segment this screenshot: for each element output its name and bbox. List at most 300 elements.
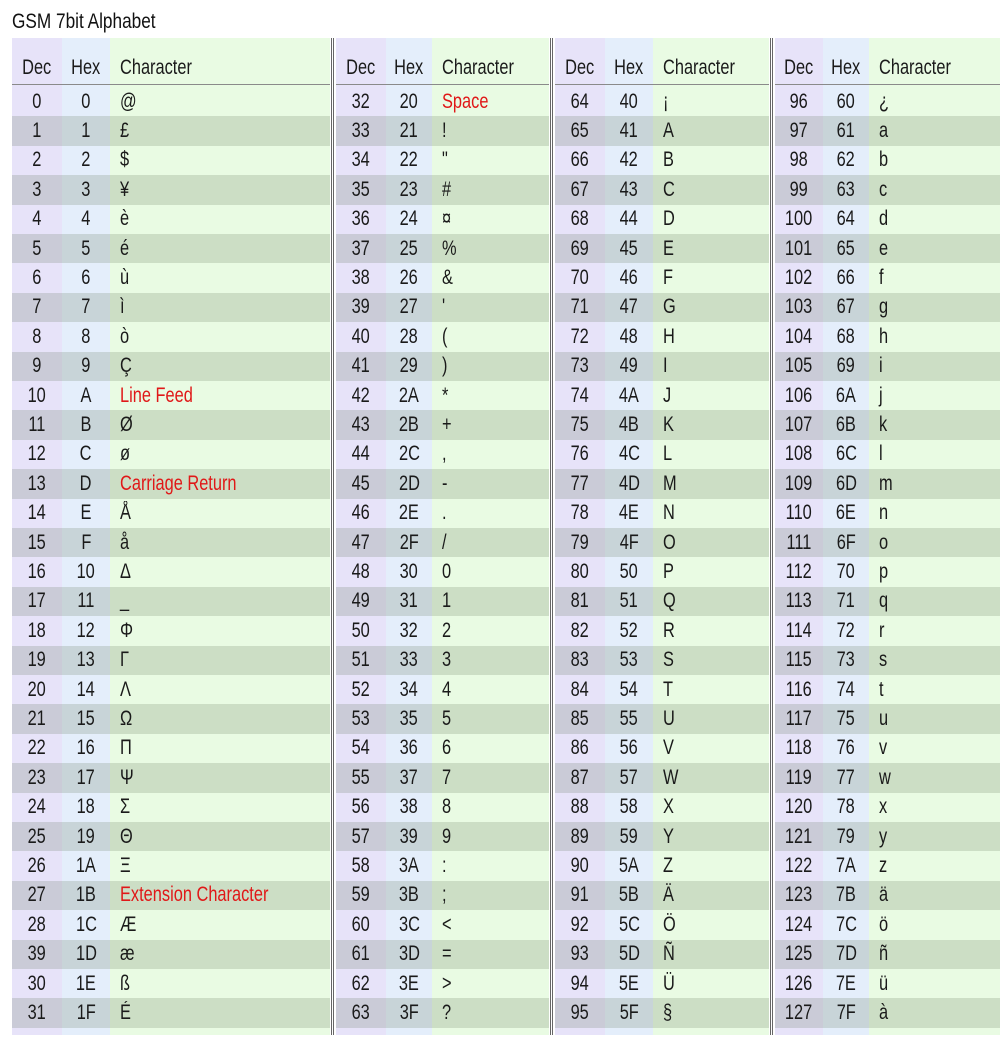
- dec-cell: [555, 410, 605, 439]
- hex-cell: [62, 822, 110, 851]
- hex-cell-text: 4A: [618, 383, 640, 407]
- dec-cell-text: 47: [351, 530, 371, 554]
- hex-cell-text: 5E: [618, 971, 640, 995]
- dec-cell: [555, 822, 605, 851]
- hex-cell: [605, 234, 653, 263]
- character-cell-text: d: [879, 207, 889, 231]
- character-cell-text: M: [663, 471, 677, 495]
- hex-cell: [605, 146, 653, 175]
- character-cell: [869, 763, 1000, 792]
- hex-cell-text: 14: [76, 677, 96, 701]
- hex-cell: [62, 205, 110, 234]
- header-dec: [336, 52, 386, 84]
- dec-cell: [12, 998, 62, 1027]
- hex-cell: [605, 263, 653, 292]
- character-cell-text: !: [442, 119, 447, 143]
- table-row: [336, 469, 549, 498]
- character-cell: [869, 822, 1000, 851]
- hex-cell: [62, 734, 110, 763]
- dec-cell: [775, 263, 823, 292]
- character-cell: [653, 381, 779, 410]
- hex-cell-text: 56: [619, 736, 639, 760]
- dec-cell-text: 56: [351, 795, 371, 819]
- hex-cell-text: 1B: [75, 883, 97, 907]
- character-cell-text: O: [663, 530, 676, 554]
- hex-cell-text: 37: [399, 765, 419, 789]
- hex-cell-text: 77: [836, 765, 856, 789]
- dec-cell-text: 35: [351, 177, 371, 201]
- hex-cell-text: B: [80, 413, 92, 437]
- hex-cell: [823, 675, 869, 704]
- dec-cell: [775, 116, 823, 145]
- character-cell-text: *: [442, 383, 449, 407]
- hex-cell-text: 7C: [835, 912, 857, 936]
- table-row: [12, 293, 330, 322]
- character-cell: [432, 646, 559, 675]
- character-cell: [869, 616, 1000, 645]
- character-cell: [110, 205, 340, 234]
- table-row: [12, 440, 330, 469]
- character-cell-text: à: [879, 1001, 889, 1025]
- character-cell: [869, 146, 1000, 175]
- character-cell: [653, 469, 779, 498]
- hex-cell: [62, 352, 110, 381]
- hex-cell: [62, 469, 110, 498]
- hex-cell-text: 55: [619, 707, 639, 731]
- character-cell-text: S: [663, 648, 674, 672]
- character-cell: [869, 940, 1000, 969]
- character-cell-text: ò: [120, 324, 130, 348]
- hex-cell: [823, 469, 869, 498]
- character-cell-text: ø: [120, 442, 131, 466]
- hex-cell-text: 4: [81, 207, 91, 231]
- character-cell: [653, 263, 779, 292]
- table-row: [555, 528, 769, 557]
- dec-cell-text: 52: [351, 677, 371, 701]
- dec-cell: [775, 587, 823, 616]
- character-cell-text: k: [879, 413, 888, 437]
- dec-cell-text: 45: [351, 471, 371, 495]
- character-cell-text: L: [663, 442, 673, 466]
- dec-cell: [12, 381, 62, 410]
- hex-cell: [605, 322, 653, 351]
- character-cell-text: q: [879, 589, 889, 613]
- hex-cell-text: 7F: [836, 1001, 856, 1025]
- character-cell: [869, 528, 1000, 557]
- table-row: [555, 969, 769, 998]
- hex-cell: [386, 851, 432, 880]
- table-row: [336, 910, 549, 939]
- dec-cell-text: 2: [32, 148, 42, 172]
- character-cell-text: 4: [442, 677, 452, 701]
- dec-cell: [555, 881, 605, 910]
- hex-cell-text: 32: [399, 618, 419, 642]
- character-cell-text: Ü: [663, 971, 675, 995]
- table-row: [555, 175, 769, 204]
- character-cell-text: Q: [663, 589, 676, 613]
- dec-cell: [336, 969, 386, 998]
- hex-cell: [605, 940, 653, 969]
- character-cell: [110, 263, 340, 292]
- dec-cell: [555, 998, 605, 1027]
- dec-cell-text: 39: [27, 942, 47, 966]
- character-cell: [110, 469, 340, 498]
- dec-cell: [12, 116, 62, 145]
- character-cell-text: i: [879, 354, 883, 378]
- character-cell-text: +: [442, 413, 452, 437]
- header-character: [869, 52, 1000, 84]
- hex-cell-text: 68: [836, 324, 856, 348]
- dec-cell-text: 27: [27, 883, 47, 907]
- character-cell: [432, 940, 559, 969]
- header-dec: [775, 52, 823, 84]
- table-row: [775, 616, 1000, 645]
- hex-cell-text: 7D: [835, 942, 857, 966]
- table-header: [775, 52, 1000, 84]
- hex-cell-text: 5B: [618, 883, 640, 907]
- dec-cell-text: 70: [570, 266, 590, 290]
- dec-cell-text: 74: [570, 383, 590, 407]
- character-cell: [432, 469, 559, 498]
- table-row: [555, 793, 769, 822]
- hex-cell: [386, 704, 432, 733]
- dec-cell-text: 106: [785, 383, 813, 407]
- table-row: [775, 969, 1000, 998]
- character-cell-text: É: [120, 1001, 131, 1025]
- hex-cell: [62, 616, 110, 645]
- character-cell: [653, 146, 779, 175]
- hex-cell-text: 78: [836, 795, 856, 819]
- character-cell-text: g: [879, 295, 889, 319]
- table-row: [336, 499, 549, 528]
- hex-cell-text: 5D: [618, 942, 640, 966]
- hex-cell: [386, 410, 432, 439]
- dec-cell-text: 83: [570, 648, 590, 672]
- dec-cell-text: 9: [32, 354, 42, 378]
- character-cell: [110, 234, 340, 263]
- table-row: [775, 205, 1000, 234]
- table-row: [555, 587, 769, 616]
- dec-cell-text: 15: [27, 530, 47, 554]
- table-row: [12, 587, 330, 616]
- character-cell: [653, 910, 779, 939]
- hex-cell-text: 6E: [835, 501, 857, 525]
- hex-cell-text: 1E: [75, 971, 97, 995]
- character-cell: [110, 440, 340, 469]
- character-cell-text: 7: [442, 765, 452, 789]
- hex-cell: [605, 822, 653, 851]
- dec-cell: [555, 440, 605, 469]
- table-row: [336, 851, 549, 880]
- dec-cell: [775, 793, 823, 822]
- table-row: [775, 587, 1000, 616]
- hex-cell: [386, 969, 432, 998]
- character-cell: [869, 557, 1000, 586]
- character-cell: [653, 557, 779, 586]
- dec-cell: [12, 587, 62, 616]
- hex-cell: [605, 381, 653, 410]
- character-cell: [432, 998, 559, 1027]
- dec-cell-text: 44: [351, 442, 371, 466]
- dec-cell: [336, 587, 386, 616]
- dec-cell-text: 31: [27, 1001, 47, 1025]
- table-row: [12, 528, 330, 557]
- dec-cell-text: 39: [351, 295, 371, 319]
- character-cell-text: K: [663, 413, 674, 437]
- hex-cell-text: 7A: [835, 854, 857, 878]
- header-character-text: Character: [879, 56, 951, 79]
- hex-cell-text: 3D: [398, 942, 420, 966]
- dec-cell: [12, 469, 62, 498]
- dec-cell-text: 94: [570, 971, 590, 995]
- hex-cell-text: 19: [76, 824, 96, 848]
- character-cell: [432, 851, 559, 880]
- table-row: [12, 822, 330, 851]
- dec-cell: [12, 940, 62, 969]
- hex-cell: [823, 410, 869, 439]
- dec-cell: [336, 499, 386, 528]
- table-row: [336, 646, 549, 675]
- dec-cell-text: 20: [27, 677, 47, 701]
- hex-cell: [605, 734, 653, 763]
- character-cell: [432, 793, 559, 822]
- dec-cell-text: 114: [785, 618, 813, 642]
- character-cell: [110, 616, 340, 645]
- table-row: [336, 675, 549, 704]
- hex-cell-text: 2: [81, 148, 91, 172]
- hex-cell: [62, 793, 110, 822]
- table-row: [12, 146, 330, 175]
- table-row: [12, 675, 330, 704]
- character-cell-text: p: [879, 560, 889, 584]
- dec-cell-text: 64: [570, 89, 590, 113]
- character-cell-text: A: [663, 119, 674, 143]
- dec-cell-text: 103: [785, 295, 813, 319]
- hex-cell: [605, 175, 653, 204]
- dec-cell-text: 32: [351, 89, 371, 113]
- hex-cell: [386, 499, 432, 528]
- dec-cell: [775, 616, 823, 645]
- hex-cell: [386, 205, 432, 234]
- table-row: [12, 410, 330, 439]
- table-row: [12, 499, 330, 528]
- character-cell-text: /: [442, 530, 447, 554]
- character-cell-text: l: [879, 442, 883, 466]
- dec-cell: [555, 352, 605, 381]
- hex-cell-text: 58: [619, 795, 639, 819]
- table-row: [775, 763, 1000, 792]
- character-cell-text: <: [442, 912, 452, 936]
- dec-cell-text: 41: [351, 354, 371, 378]
- character-cell-text: Æ: [120, 912, 137, 936]
- character-cell-text: (: [442, 324, 448, 348]
- hex-cell: [62, 381, 110, 410]
- dec-cell: [555, 293, 605, 322]
- dec-cell-text: 98: [789, 148, 809, 172]
- character-cell-text: 2: [442, 618, 452, 642]
- character-cell-text: Ç: [120, 354, 132, 378]
- table-row: [336, 205, 549, 234]
- dec-cell: [775, 322, 823, 351]
- character-cell: [869, 675, 1000, 704]
- dec-cell-text: 42: [351, 383, 371, 407]
- table-row: [12, 969, 330, 998]
- character-cell: [653, 293, 779, 322]
- character-cell: [653, 205, 779, 234]
- character-cell: [110, 587, 340, 616]
- table-row: [775, 940, 1000, 969]
- header-hex-text: Hex: [71, 56, 101, 79]
- header-divider: [336, 84, 549, 85]
- character-cell-text: H: [663, 324, 675, 348]
- hex-cell: [386, 910, 432, 939]
- character-cell-text: Ξ: [120, 854, 131, 878]
- dec-cell-text: 24: [27, 795, 47, 819]
- table-row: [12, 322, 330, 351]
- table-row: [555, 646, 769, 675]
- dec-cell-text: 80: [570, 560, 590, 584]
- character-cell-text: .: [442, 501, 447, 525]
- table-row: [775, 469, 1000, 498]
- hex-cell-text: 5A: [618, 854, 640, 878]
- character-cell: [653, 704, 779, 733]
- hex-cell: [823, 146, 869, 175]
- character-cell-text: B: [663, 148, 674, 172]
- table-row: [12, 87, 330, 116]
- table-row: [336, 528, 549, 557]
- hex-cell-text: 16: [76, 736, 96, 760]
- hex-cell: [605, 763, 653, 792]
- character-cell: [432, 822, 559, 851]
- character-cell: [110, 410, 340, 439]
- hex-cell-text: 50: [619, 560, 639, 584]
- dec-cell-text: 122: [785, 854, 813, 878]
- dec-cell: [775, 440, 823, 469]
- column-separator: [331, 38, 334, 1035]
- hex-cell: [62, 87, 110, 116]
- character-cell: [110, 293, 340, 322]
- header-dec-text: Dec: [565, 56, 595, 79]
- header-character: [110, 52, 340, 84]
- hex-cell-text: 23: [399, 177, 419, 201]
- character-cell: [432, 557, 559, 586]
- dec-cell-text: 90: [570, 854, 590, 878]
- dec-cell: [336, 940, 386, 969]
- character-cell: [110, 499, 340, 528]
- character-cell-text: s: [879, 648, 888, 672]
- hex-cell-text: 33: [399, 648, 419, 672]
- dec-cell: [336, 646, 386, 675]
- character-cell-text: E: [663, 236, 674, 260]
- character-cell-text: Λ: [120, 677, 131, 701]
- dec-cell-text: 7: [32, 295, 42, 319]
- table-row: [775, 851, 1000, 880]
- hex-cell: [386, 675, 432, 704]
- hex-cell: [62, 940, 110, 969]
- dec-cell: [12, 763, 62, 792]
- hex-cell: [605, 528, 653, 557]
- table-row: [775, 322, 1000, 351]
- header-divider: [12, 84, 330, 85]
- character-cell-text: @: [120, 89, 137, 113]
- table-row: [555, 410, 769, 439]
- character-cell: [869, 704, 1000, 733]
- dec-cell: [12, 616, 62, 645]
- character-cell: [432, 352, 559, 381]
- hex-cell: [386, 263, 432, 292]
- table-row: [12, 381, 330, 410]
- hex-cell-text: 52: [619, 618, 639, 642]
- dec-cell-text: 108: [785, 442, 813, 466]
- table-row: [555, 469, 769, 498]
- character-cell-text: 8: [442, 795, 452, 819]
- dec-cell-text: 46: [351, 501, 371, 525]
- character-cell: [432, 499, 559, 528]
- dec-cell-text: 51: [351, 648, 371, 672]
- hex-cell: [823, 704, 869, 733]
- hex-cell: [823, 440, 869, 469]
- dec-cell: [336, 675, 386, 704]
- dec-cell-text: 76: [570, 442, 590, 466]
- hex-cell: [62, 528, 110, 557]
- table-row: [12, 851, 330, 880]
- hex-cell: [605, 410, 653, 439]
- character-cell: [432, 87, 559, 116]
- character-cell: [653, 616, 779, 645]
- hex-cell: [605, 440, 653, 469]
- table-row: [12, 557, 330, 586]
- character-cell-text: :: [442, 854, 447, 878]
- dec-cell-text: 92: [570, 912, 590, 936]
- header-dec-text: Dec: [346, 56, 376, 79]
- dec-cell: [555, 910, 605, 939]
- table-row: [775, 793, 1000, 822]
- table-row: [12, 734, 330, 763]
- dec-cell: [336, 440, 386, 469]
- hex-cell-text: C: [80, 442, 92, 466]
- table-panel-2: [336, 38, 549, 1035]
- dec-cell: [12, 322, 62, 351]
- dec-cell: [555, 528, 605, 557]
- dec-cell: [555, 763, 605, 792]
- hex-cell-text: 1C: [75, 912, 97, 936]
- table-row: [555, 763, 769, 792]
- character-cell-text: Ö: [663, 912, 676, 936]
- dec-cell-text: 120: [785, 795, 813, 819]
- dec-cell: [336, 822, 386, 851]
- character-cell: [432, 969, 559, 998]
- dec-cell: [336, 263, 386, 292]
- character-cell-text: 5: [442, 707, 452, 731]
- table-row: [336, 940, 549, 969]
- hex-cell: [605, 616, 653, 645]
- character-cell: [432, 910, 559, 939]
- dec-cell-text: 89: [570, 824, 590, 848]
- character-cell-text: Θ: [120, 824, 133, 848]
- hex-cell: [62, 969, 110, 998]
- character-cell-text: 3: [442, 648, 452, 672]
- dec-cell-text: 6: [32, 266, 42, 290]
- hex-cell-text: 26: [399, 266, 419, 290]
- header-dec: [555, 52, 605, 84]
- character-cell: [653, 793, 779, 822]
- hex-cell-text: 38: [399, 795, 419, 819]
- character-cell: [432, 734, 559, 763]
- character-cell-text: Extension Character: [120, 883, 269, 907]
- character-cell: [110, 704, 340, 733]
- dec-cell: [775, 763, 823, 792]
- table-row: [555, 910, 769, 939]
